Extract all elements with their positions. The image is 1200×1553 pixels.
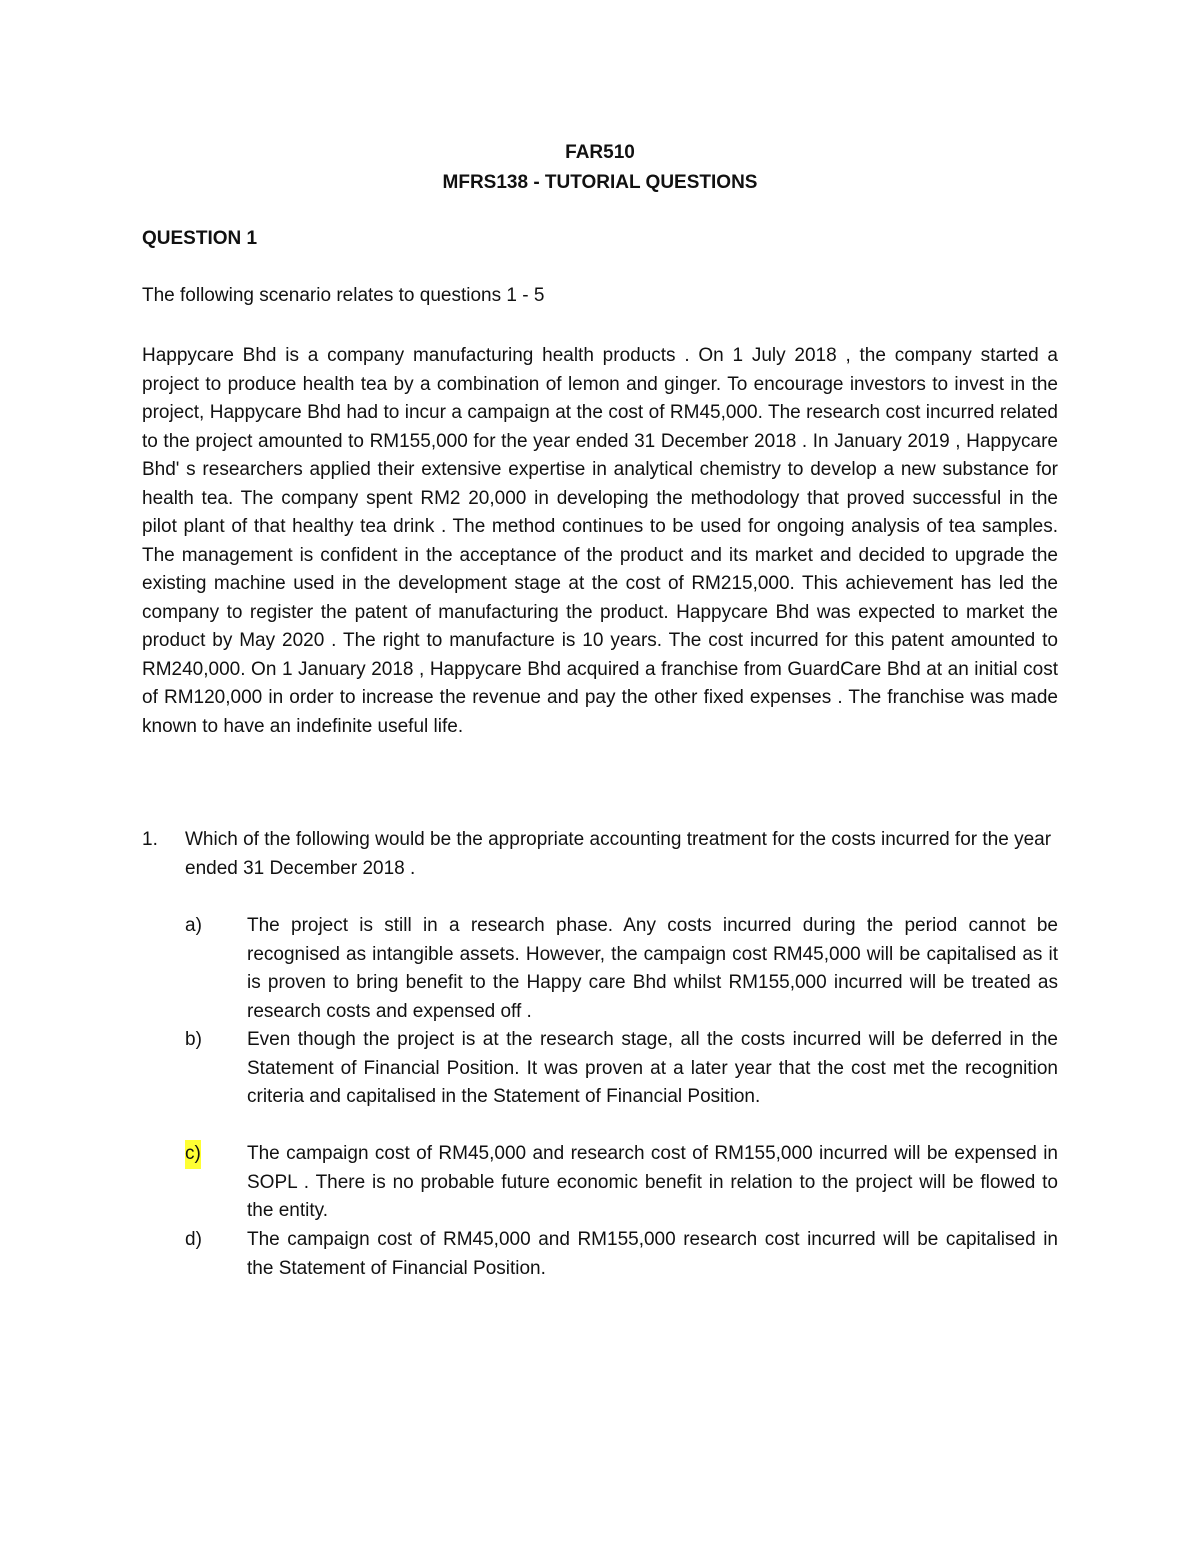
course-code-title: FAR510: [565, 142, 635, 163]
option-letter: d): [185, 1229, 202, 1250]
scenario-paragraph: Happycare Bhd is a company manufacturing health products . On 1 July 2018 , the company started a project to produce health tea by a combination of lemon and ginger. To encourage investors to invest in the project, Happycare Bhd had to incur a campaign at the cost of RM45,000. The research cost incurred related to the project amounted to RM155,000 for the year ended 31 December 2018 . In January 2019 , Happycare Bhd' s researchers applied their extensive expertise in analytical chemistry to develop a new substance for health tea. The company spent RM2 20,000 in developing the methodology that proved successful in the pilot plant of that healthy tea drink . The method continues to be used for ongoing analysis of tea samples. The management is confident in the acceptance of the product and its market and decided to upgrade the existing machine used in the development stage at the cost of RM215,000. This achievement has led the company to register the patent of manufacturing the product. Happycare Bhd was expected to market the product by May 2020 . The right to manufacture is 10 years. The cost incurred for this patent amounted to RM240,000. On 1 January 2018 , Happycare Bhd acquired a franchise from GuardCare Bhd at an initial cost of RM120,000 in order to increase the revenue and pay the other fixed expenses . The franchise was made known to have an indefinite useful life.: [142, 345, 1058, 737]
option-letter-highlighted: c): [185, 1140, 201, 1169]
document-subtitle: MFRS138 - TUTORIAL QUESTIONS: [442, 172, 758, 193]
question-heading: QUESTION 1: [142, 228, 258, 249]
option-letter: a): [185, 915, 202, 936]
option-text: Even though the project is at the research stage, all the costs incurred will be deferred in the Statement of Financial Position. It was proven at a later year that the cost met the recognition criteria and capitalised in the Statement of Financial Position.: [247, 1029, 1058, 1107]
scenario-intro: The following scenario relates to questions 1 - 5: [142, 285, 545, 306]
option-text: The project is still in a research phase. Any costs incurred during the period cannot be recognised as intangible assets. However, the campaign cost RM45,000 will be capitalised as it is proven to bring benefit to the Happy care Bhd whilst RM155,000 incurred will be treated as research costs and expensed off .: [247, 915, 1058, 1022]
question-text: Which of the following would be the appropriate accounting treatment for the costs incurred for the year ended 31 December 2018 .: [185, 829, 1052, 879]
option-letter: b): [185, 1029, 202, 1050]
option-text: The campaign cost of RM45,000 and research cost of RM155,000 incurred will be expensed in SOPL . There is no probable future economic benefit in relation to the project will be flowed to the entity.: [247, 1143, 1058, 1221]
question-number: 1.: [142, 829, 158, 850]
option-text: The campaign cost of RM45,000 and RM155,000 research cost incurred will be capitalised in the Statement of Financial Position.: [247, 1229, 1058, 1279]
